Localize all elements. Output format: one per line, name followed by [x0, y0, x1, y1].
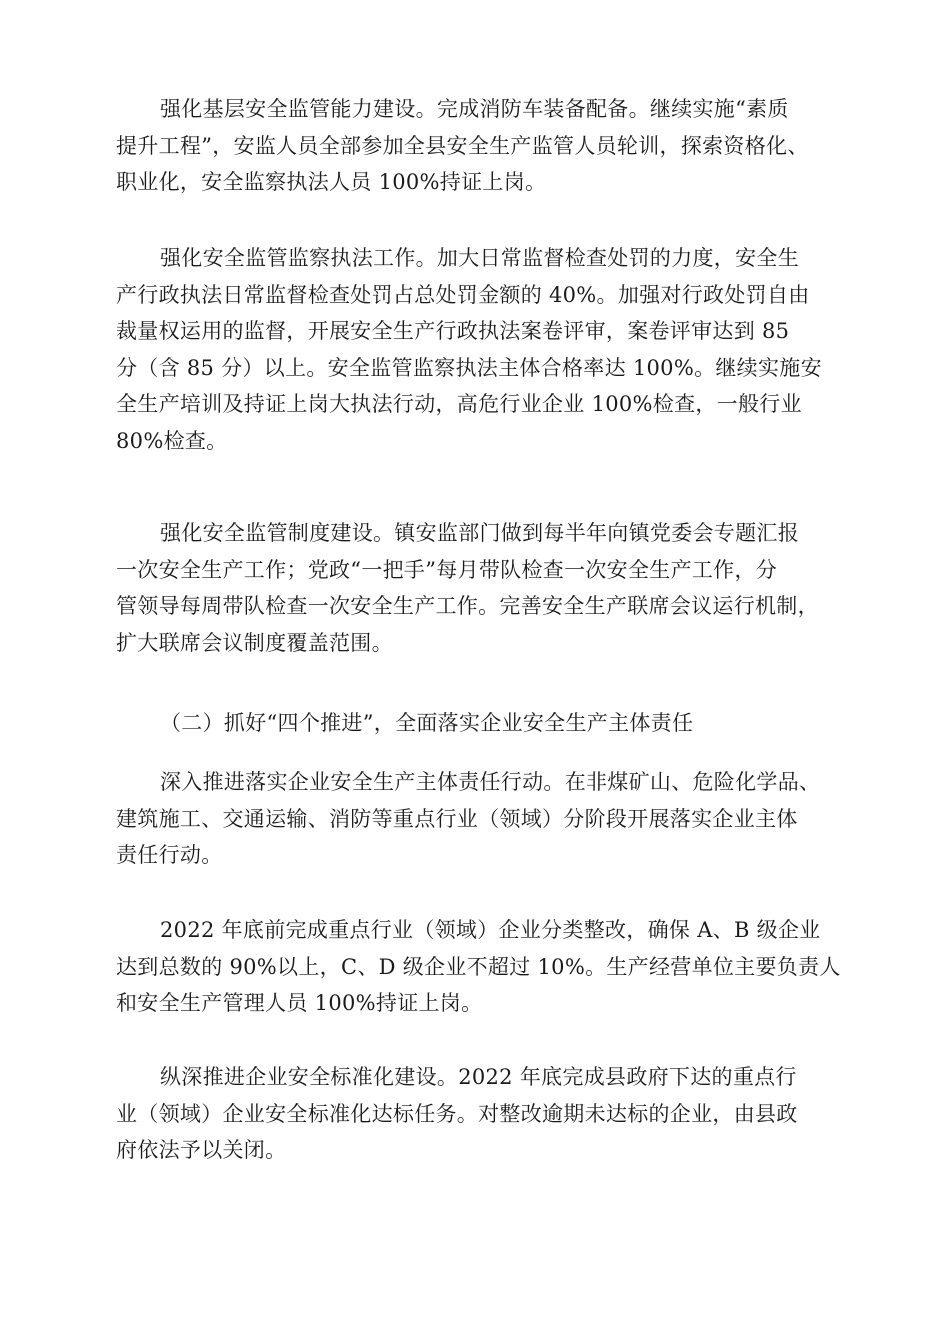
paragraph-safety-standardization [116, 1059, 848, 1169]
paragraph-line: 强化安全监管监察执法工作。加大日常监督检查处罚的力度，安全生 [160, 246, 799, 270]
paragraph-line: 扩大联席会议制度覆盖范围。 [116, 630, 393, 655]
paragraph-line: 职业化，安全监察执法人员 100%持证上岗。 [116, 170, 547, 195]
paragraph-law-enforcement [116, 240, 848, 460]
paragraph-line: 深入推进落实企业安全生产主体责任行动。在非煤矿山、危险化学品、 [160, 770, 821, 794]
paragraph-line: 达到总数的 90%以上，C、D 级企业不超过 10%。生产经营单位主要负责人 [116, 954, 841, 979]
paragraph-line: 产行政执法日常监督检查处罚占总处罚金额的 40%。加强对行政处罚自由 [116, 282, 810, 307]
section-heading-text: （二）抓好“四个推进”，全面落实企业安全生产主体责任 [160, 711, 694, 735]
paragraph-system-construction [116, 515, 848, 661]
paragraph-line: 纵深推进企业安全标准化建设。2022 年底完成县政府下达的重点行 [160, 1065, 797, 1089]
paragraph-enterprise-responsibility [116, 764, 848, 874]
paragraph-line: 强化基层安全监管能力建设。完成消防车装备配备。继续实施“素质 [160, 97, 789, 121]
paragraph-line: 强化安全监管制度建设。镇安监部门做到每半年向镇党委会专题汇报 [160, 521, 799, 545]
paragraph-line: 建筑施工、交通运输、消防等重点行业（领域）分阶段开展落实企业主体 [116, 806, 798, 831]
paragraph-line: 裁量权运用的监督，开展安全生产行政执法案卷评审，案卷评审达到 85 [116, 319, 790, 344]
paragraph-line: 业（领域）企业安全标准化达标任务。对整改逾期未达标的企业，由县政 [116, 1101, 798, 1126]
paragraph-line: 管领导每周带队检查一次安全生产工作。完善安全生产联席会议运行机制， [116, 594, 819, 619]
paragraph-line: 分（含 85 分）以上。安全监管监察执法主体合格率达 100%。继续实施安 [116, 355, 822, 380]
paragraph-line: 2022 年底前完成重点行业（领域）企业分类整改，确保 A、B 级企业 [160, 918, 821, 942]
paragraph-line: 提升工程”，安监人员全部参加全县安全生产监管人员轮训，探索资格化、 [116, 133, 809, 158]
paragraph-line: 80%检查。 [116, 428, 228, 453]
paragraph-line: 全生产培训及持证上岗大执法行动，高危行业企业 100%检查，一般行业 [116, 392, 802, 417]
paragraph-line: 府依法予以关闭。 [116, 1138, 287, 1163]
paragraph-grassroots-capacity [116, 91, 848, 201]
paragraph-line: 一次安全生产工作；党政“一把手”每月带队检查一次安全生产工作，分 [116, 557, 778, 582]
section-heading [116, 705, 848, 742]
paragraph-line: 和安全生产管理人员 100%持证上岗。 [116, 991, 483, 1016]
paragraph-classification-rectification [116, 912, 848, 1022]
paragraph-line: 责任行动。 [116, 843, 223, 868]
